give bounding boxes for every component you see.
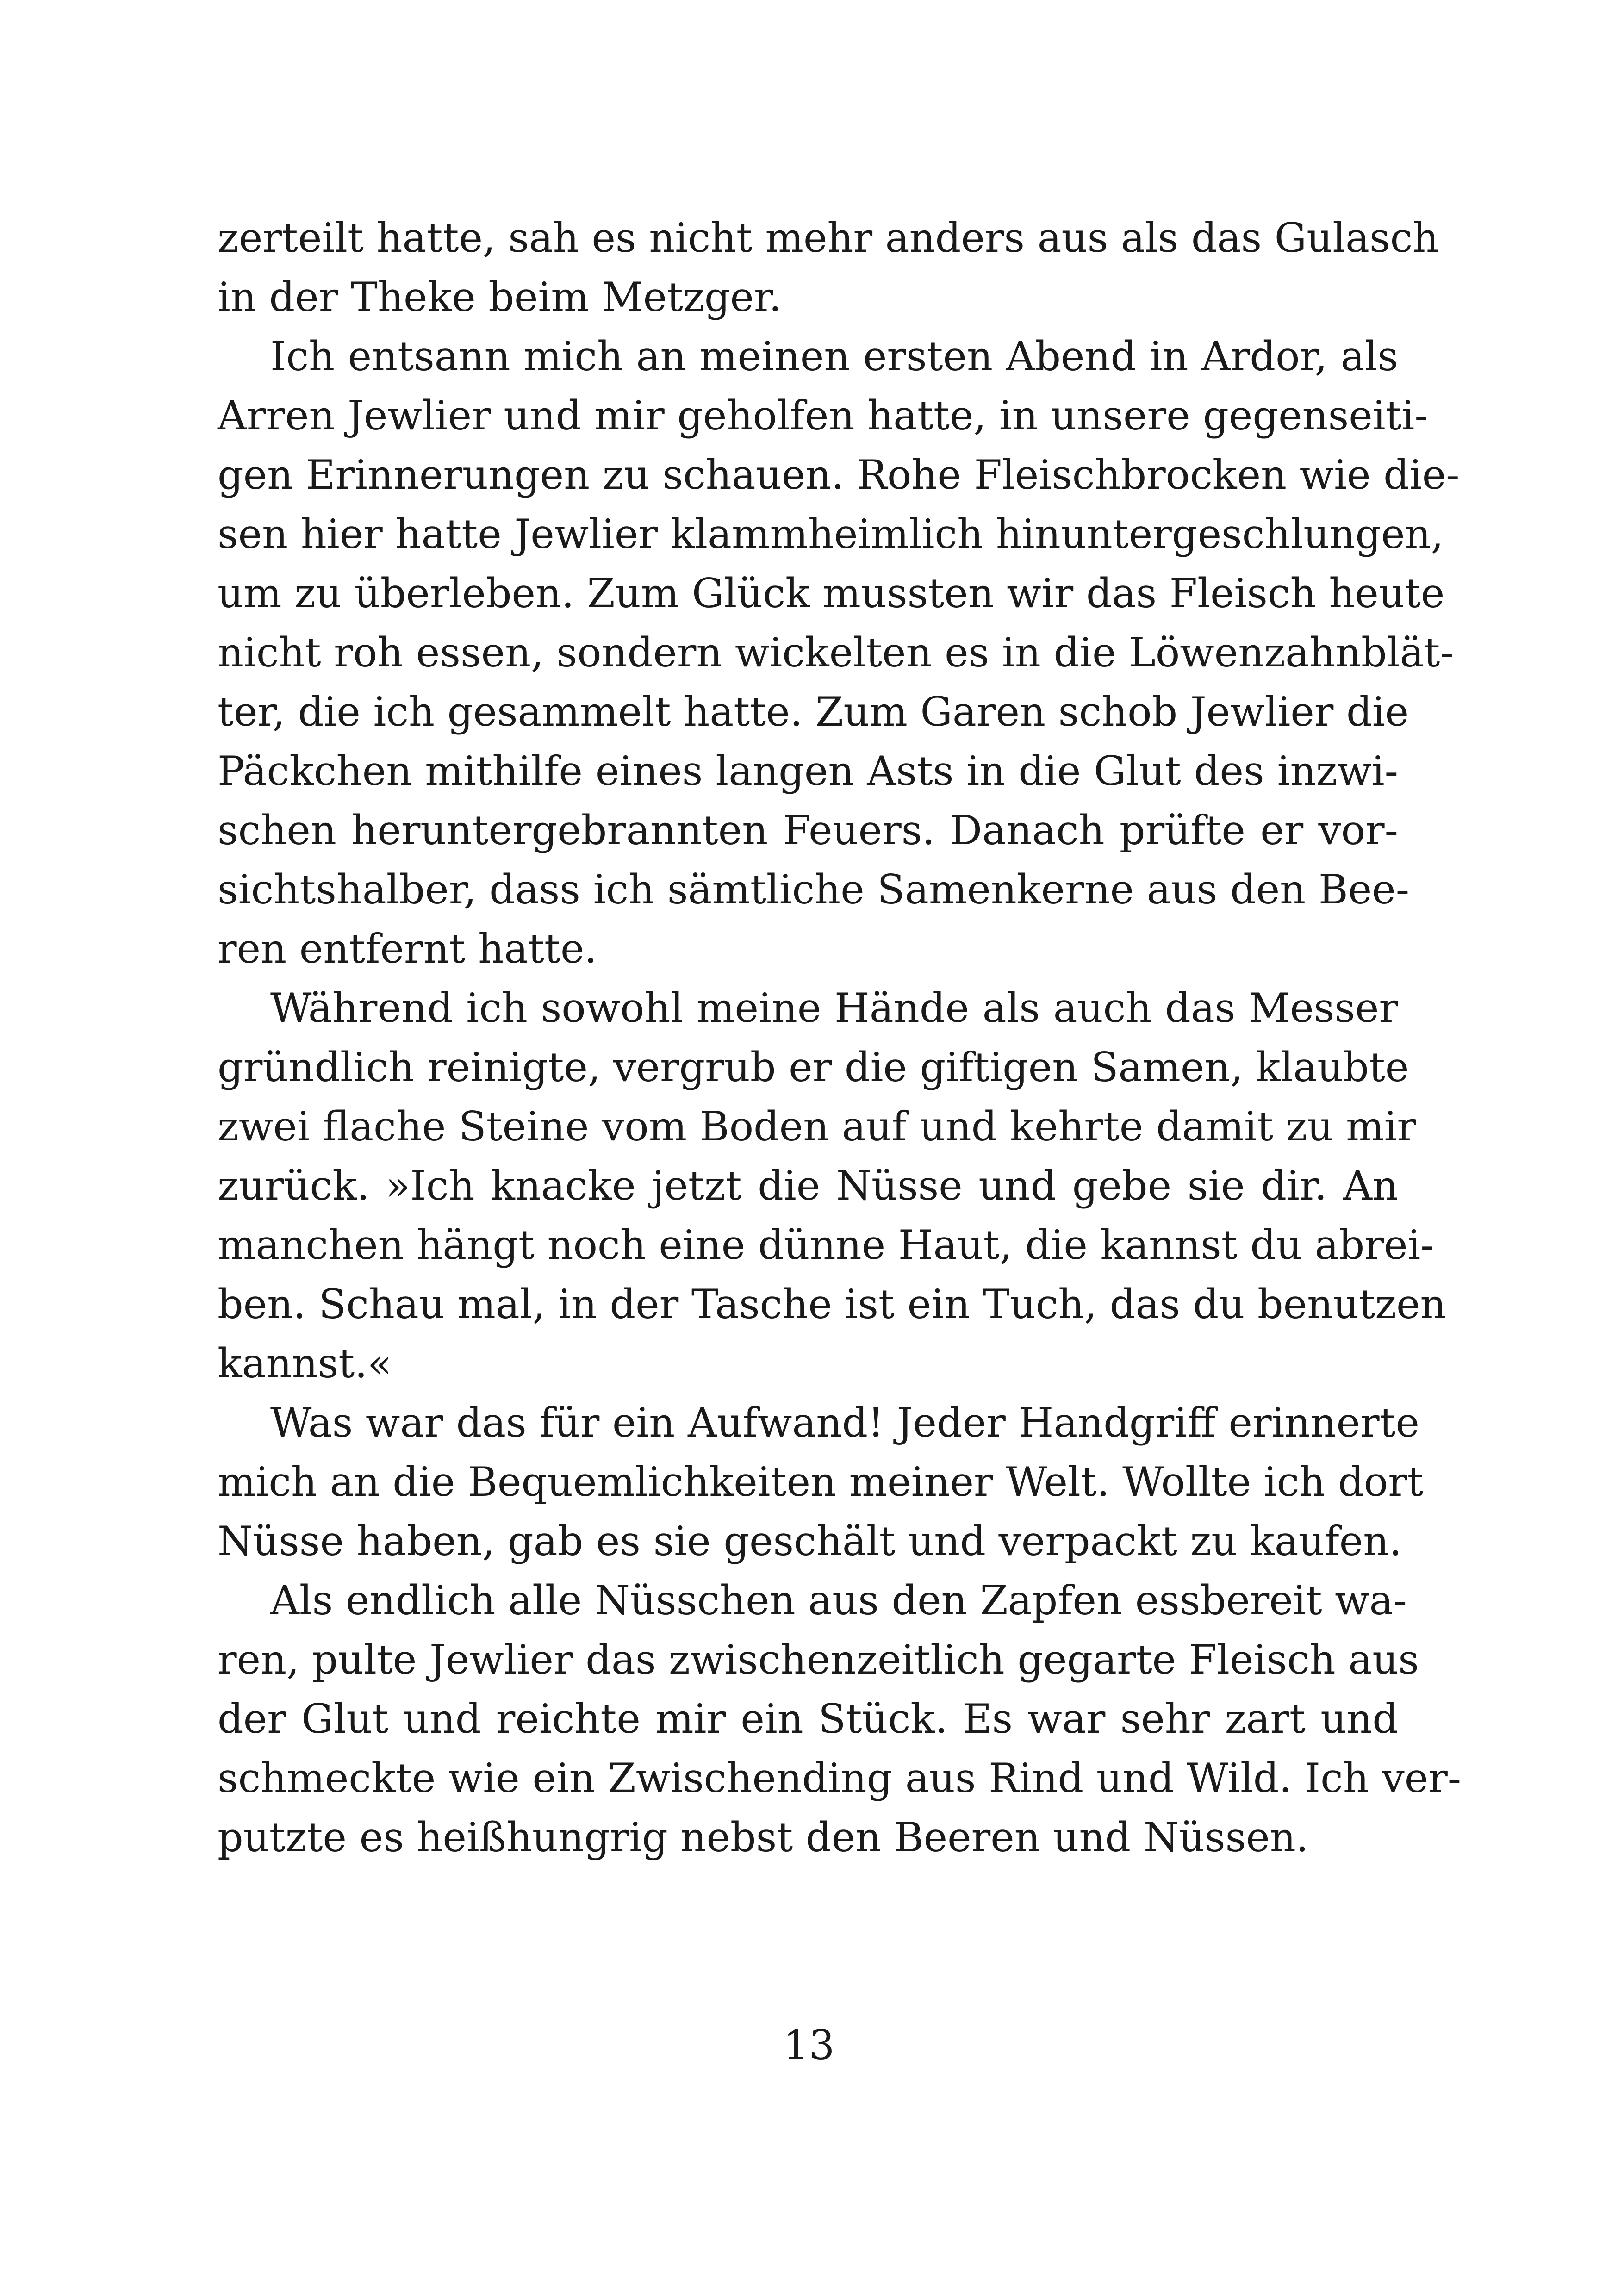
text-line: Während ich sowohl meine Hände als auch das Messer <box>270 984 1398 1032</box>
text-line: ben. Schau mal, in der Tasche ist ein Tuch, das du benutzen <box>218 1281 1446 1328</box>
text-line: Arren Jewlier und mir geholfen hatte, in unsere gegenseiti- <box>218 392 1428 439</box>
text-line: mich an die Bequemlichkeiten meiner Welt. Wollte ich dort <box>218 1458 1424 1506</box>
text-line: kannst.« <box>218 1340 392 1387</box>
text-line: schen heruntergebrannten Feuers. Danach prüfte er vor- <box>218 807 1398 854</box>
text-line: um zu überleben. Zum Glück mussten wir das Fleisch heute <box>218 570 1445 617</box>
text-line: ter, die ich gesammelt hatte. Zum Garen schob Jewlier die <box>218 688 1409 735</box>
text-line: zwei flache Steine vom Boden auf und kehrte damit zu mir <box>218 1103 1416 1150</box>
page-number: 13 <box>783 2022 835 2069</box>
text-line: ren, pulte Jewlier das zwischenzeitlich gegarte Fleisch aus <box>218 1636 1419 1683</box>
text-line: nicht roh essen, sondern wickelten es in die Löwenzahnblät- <box>218 629 1454 676</box>
text-line: Päckchen mithilfe eines langen Asts in die Glut des inzwi- <box>218 747 1398 795</box>
text-line: in der Theke beim Metzger. <box>218 274 782 321</box>
text-line: ren entfernt hatte. <box>218 925 597 972</box>
text-line: gründlich reinigte, vergrub er die giftigen Samen, klaubte <box>218 1044 1409 1091</box>
text-line: Was war das für ein Aufwand! Jeder Handgriff erinnerte <box>270 1399 1419 1446</box>
text-line: schmeckte wie ein Zwischending aus Rind und Wild. Ich ver- <box>218 1755 1462 1802</box>
text-line: Ich entsann mich an meinen ersten Abend in Ardor, als <box>270 333 1398 380</box>
text-line: putzte es heißhungrig nebst den Beeren und Nüssen. <box>218 1814 1309 1861</box>
text-line: Nüsse haben, gab es sie geschält und verpackt zu kaufen. <box>218 1518 1402 1565</box>
text-line: sen hier hatte Jewlier klammheimlich hinuntergeschlungen, <box>218 510 1444 558</box>
text-line: manchen hängt noch eine dünne Haut, die kannst du abrei- <box>218 1221 1434 1269</box>
text-line: zerteilt hatte, sah es nicht mehr anders aus als das Gulasch <box>218 214 1439 261</box>
text-line: Als endlich alle Nüsschen aus den Zapfen essbereit wa- <box>270 1577 1407 1624</box>
text-line: der Glut und reichte mir ein Stück. Es war sehr zart und <box>218 1695 1398 1742</box>
text-line: gen Erinnerungen zu schauen. Rohe Fleischbrocken wie die- <box>218 451 1460 498</box>
text-line: sichtshalber, dass ich sämtliche Samenkerne aus den Bee- <box>218 866 1410 913</box>
text-line: zurück. »Ich knacke jetzt die Nüsse und gebe sie dir. An <box>218 1162 1398 1209</box>
